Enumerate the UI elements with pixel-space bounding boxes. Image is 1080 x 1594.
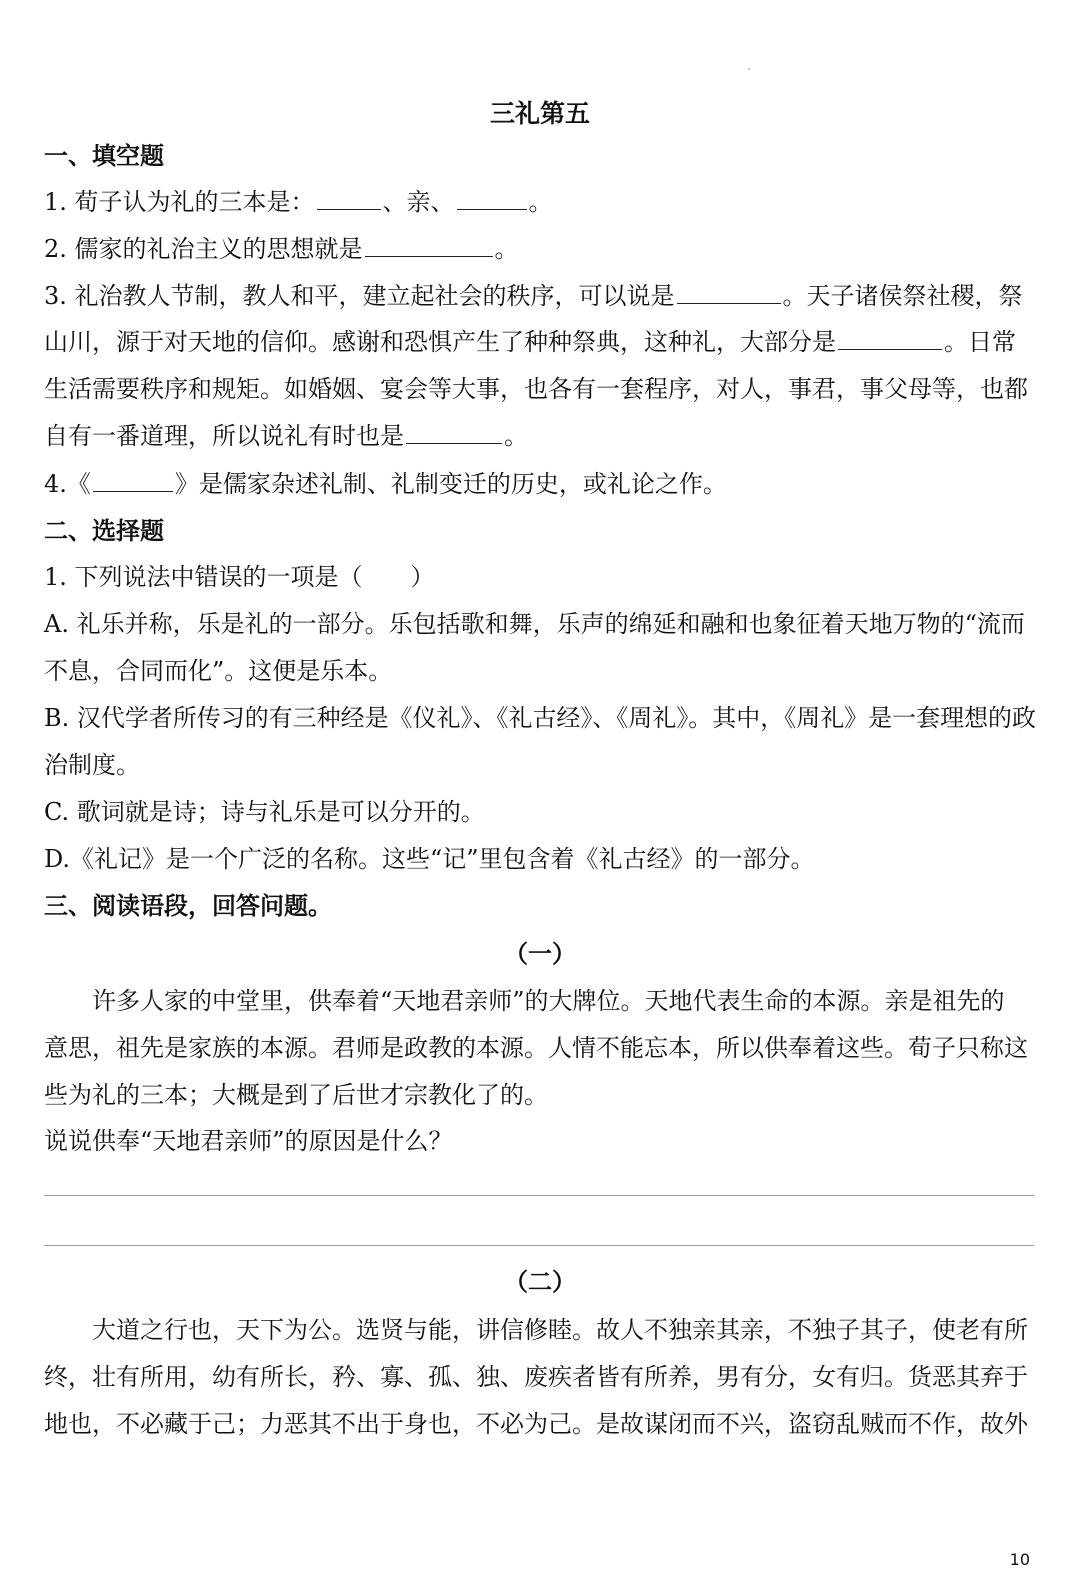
passage-1-label: （一） bbox=[504, 939, 576, 968]
passage-2-line-3: 地也，不必藏于己；力恶其不出于身也，不必为己。是故谋闭而不兴，盗窃乱贼而不作，故外 bbox=[44, 1410, 1028, 1438]
question-text: 1. 荀子认为礼的三本是： bbox=[44, 188, 315, 216]
question-text: 。天子诸侯祭社稷，祭 bbox=[782, 282, 1023, 310]
option-a-line-2: 不息，合同而化”。这便是乐本。 bbox=[44, 657, 393, 685]
answer-line[interactable] bbox=[44, 1195, 1034, 1196]
question-text: 。日常 bbox=[944, 328, 1016, 356]
question-1-3-line-4 bbox=[44, 420, 528, 452]
passage-1-line-1: 许多人家的中堂里，供奉着“天地君亲师”的大牌位。天地代表生命的本源。亲是祖先的 bbox=[92, 987, 1005, 1015]
section-heading-reading: 三、阅读语段，回答问题。 bbox=[44, 892, 332, 920]
answer-blank[interactable] bbox=[457, 187, 527, 210]
question-1-1 bbox=[44, 186, 553, 218]
section-heading-fill-in: 一、填空题 bbox=[44, 142, 164, 170]
option-b-line-1: B. 汉代学者所传习的有三种经是《仪礼》、《礼古经》、《周礼》。其中，《周礼》是一套理想的政 bbox=[44, 704, 1037, 732]
option-d: D.《礼记》是一个广泛的名称。这些“记”里包含着《礼古经》的一部分。 bbox=[44, 845, 815, 873]
question-1-3-line-3: 生活需要秩序和规矩。如婚姻、宴会等大事，也各有一套程序，对人，事君，事父母等，也都 bbox=[44, 375, 1028, 403]
question-text: 。 bbox=[504, 422, 528, 450]
answer-blank[interactable] bbox=[838, 327, 942, 350]
question-text: 3. 礼治教人节制，教人和平，建立起社会的秩序，可以说是 bbox=[44, 282, 675, 310]
question-text: 》是儒家杂述礼制、礼制变迁的历史，或礼论之作。 bbox=[174, 470, 727, 498]
question-1-3-line-2 bbox=[44, 326, 1016, 358]
passage-1-line-3: 些为礼的三本；大概是到了后世才宗教化了的。 bbox=[44, 1081, 548, 1109]
answer-blank[interactable] bbox=[93, 469, 173, 492]
page-title: 三礼第五 bbox=[489, 99, 590, 128]
question-text: 。 bbox=[494, 235, 519, 263]
option-b-line-2: 治制度。 bbox=[44, 751, 140, 779]
answer-blank[interactable] bbox=[317, 187, 381, 210]
question-1-3-line-1 bbox=[44, 280, 1023, 312]
passage-1-question: 说说供奉“天地君亲师”的原因是什么？ bbox=[44, 1127, 453, 1155]
question-1-2 bbox=[44, 233, 519, 265]
passage-1-line-2: 意思，祖先是家族的本源。君师是政教的本源。人情不能忘本，所以供奉着这些。荀子只称这 bbox=[44, 1034, 1028, 1062]
page-number: 10 bbox=[1009, 1550, 1030, 1569]
question-text: 、亲、 bbox=[382, 188, 455, 216]
question-text: 2. 儒家的礼治主义的思想就是 bbox=[44, 235, 363, 263]
answer-line[interactable] bbox=[44, 1245, 1034, 1246]
answer-blank[interactable] bbox=[406, 421, 502, 444]
question-text: 4.《 bbox=[44, 470, 91, 498]
question-text: 山川，源于对天地的信仰。感谢和恐惧产生了种种祭典，这种礼，大部分是 bbox=[44, 328, 836, 356]
question-text: 。 bbox=[528, 188, 553, 216]
passage-2-line-1: 大道之行也，天下为公。选贤与能，讲信修睦。故人不独亲其亲，不独子其子，使老有所 bbox=[92, 1316, 1028, 1344]
question-2-1: 1. 下列说法中错误的一项是（ ） bbox=[44, 563, 435, 591]
question-text: 自有一番道理，所以说礼有时也是 bbox=[44, 422, 404, 450]
scan-speck bbox=[748, 68, 750, 70]
option-a-line-1: A. 礼乐并称，乐是礼的一部分。乐包括歌和舞，乐声的绵延和融和也象征着天地万物的“流而 bbox=[44, 610, 1025, 638]
answer-blank[interactable] bbox=[365, 234, 493, 257]
passage-2-line-2: 终，壮有所用，幼有所长，矜、寡、孤、独、废疾者皆有所养，男有分，女有归。货恶其弃于 bbox=[44, 1363, 1028, 1391]
section-heading-choice: 二、选择题 bbox=[44, 517, 164, 545]
option-c: C. 歌词就是诗；诗与礼乐是可以分开的。 bbox=[44, 798, 485, 826]
question-1-4 bbox=[44, 468, 727, 500]
answer-blank[interactable] bbox=[677, 281, 781, 304]
passage-2-label: （二） bbox=[504, 1267, 576, 1296]
